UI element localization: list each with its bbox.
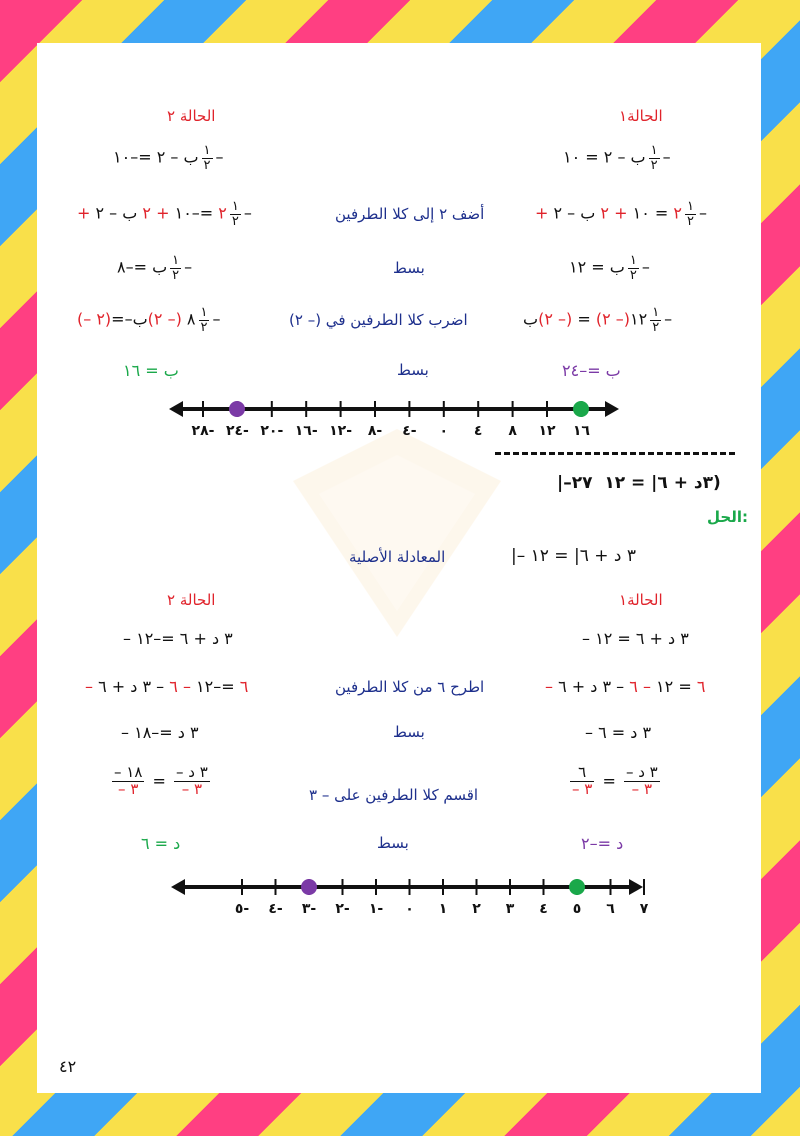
p26-tick-label: ٠ (439, 423, 449, 439)
p26-tick-label: ١٢ (538, 423, 556, 439)
p27-tick-label: ٥ (572, 901, 582, 917)
p26-c2-line1: ب – ٢ =–١٠ $\frac{١}{٢}$ – (113, 143, 224, 173)
p27-c2-fractions: $\frac{- ١٨}{- ٣}$ = $\frac{\text{– ٣ د}}{- ٣}$ (114, 763, 208, 798)
p26-step3: اضرب كلا الطرفين في (– ٢) (289, 311, 468, 329)
p27-c1-line2: – ٦ = ١٢ – ٦ – ٣ د + ٦ (545, 677, 706, 696)
p26-c1-line2: + ٢ = ١٠ + ٢ ب – ٢ $\frac{١}{٢}$ – (535, 199, 707, 229)
p27-tick-label: ٥- (234, 901, 250, 917)
p26-tick-label: ٢٨- (191, 423, 215, 439)
p27-step4: بسط (377, 834, 409, 852)
p27-c2-line3: – ٣ د =–١٨ (121, 723, 199, 742)
p27-c1-fractions: $\frac{٦}{- ٣}$ = $\frac{\text{– ٣ د}}{- ٣}$ (572, 763, 658, 798)
p26-c1-line1: ب – ٢ = ١٠ $\frac{١}{٢}$ – (563, 143, 671, 173)
p27-tick-label: ٠ (405, 901, 414, 917)
p27-tick-label: ٦ (606, 901, 615, 917)
p27-c2-line1: – ٣ د + ٦ =–١٢ (123, 629, 233, 648)
p27-original-label: المعادلة الأصلية (349, 548, 446, 566)
p26-number-line (165, 393, 625, 443)
p27-number-line (167, 871, 647, 921)
p26-case1-title: الحالة١ (619, 107, 663, 125)
p27-c1-line1: – ٣ د + ٦ = ١٢ (582, 629, 689, 648)
p27-step1: اطرح ٦ من كلا الطرفين (335, 678, 485, 696)
p27-arrow-left-icon (171, 879, 185, 895)
p26-tick-label: ١٦- (294, 423, 318, 439)
p27-point-6 (569, 879, 585, 895)
p26-c2-line4: (– ٢)=–٨ (– ٢)ب $\frac{١}{٢}$ – (77, 305, 221, 335)
p27-c2-line2: – ٦ =–١٢ – ٦ – ٣ د + ٦ (85, 677, 249, 696)
p26-tick-label: ١٦ (572, 423, 590, 439)
p27-arrow-right-icon (629, 879, 643, 895)
p27-tick-label: ٣- (301, 901, 317, 917)
page-sheet (37, 43, 761, 1093)
p26-c2-line3: ب =–٨ $\frac{١}{٢}$ – (117, 253, 193, 283)
p26-step4: بسط (397, 361, 429, 379)
p27-tick-label: ٤- (268, 901, 283, 917)
p26-tick-label: ٤ (473, 423, 483, 439)
p26-c2-result: ب = ١٦ (123, 361, 179, 380)
p27-case1-title: الحالة١ (619, 591, 663, 609)
p27-c2-result: د = ٦ (141, 834, 181, 853)
p26-c1-line3: ب = ١٢ $\frac{١}{٢}$ – (569, 253, 650, 283)
p26-arrow-left-icon (169, 401, 183, 417)
p26-tick-label: ٢٠- (260, 423, 284, 439)
p27-tick-label: ٧ (639, 901, 649, 917)
p26-tick-label: ١٢- (329, 423, 353, 439)
p26-point-16 (573, 401, 589, 417)
p26-point-minus24 (229, 401, 245, 417)
p27-solution-label: الحل: (707, 508, 748, 526)
p27-step3: اقسم كلا الطرفين على – ٣ (309, 786, 479, 804)
p27-problem: |–٣د + ٦| = ١٢ ٢٧) (557, 473, 721, 493)
p27-tick-label: ١ (438, 901, 448, 917)
p26-tick-label: ٤- (402, 423, 417, 439)
p26-tick-label: ٨- (367, 423, 383, 439)
p27-step2: بسط (393, 723, 425, 741)
separator-dashed-line (495, 452, 735, 455)
p27-tick-label: ٢ (472, 901, 481, 917)
p27-point-minus2 (301, 879, 317, 895)
p26-tick-label: ٨ (508, 423, 517, 439)
p27-tick-label: ٣ (505, 901, 515, 917)
page-number: ٤٢ (59, 1057, 77, 1076)
p26-step1: أضف ٢ إلى كلا الطرفين (335, 205, 485, 223)
p27-c1-line3: – ٣ د = ٦ (585, 723, 652, 742)
p26-c2-line2: + ٢ =–١٠ + ٢ ب – ٢ $\frac{١}{٢}$ – (77, 199, 252, 229)
p27-tick-label: ٤ (539, 901, 548, 917)
p26-step2: بسط (393, 259, 425, 277)
p26-c1-result: ب =–٢٤ (562, 361, 621, 380)
p27-case2-title: الحالة ٢ (167, 591, 216, 609)
p26-c1-line4: ١٢(– ٢) = (– ٢)ب $\frac{١}{٢}$ – (523, 305, 673, 335)
p26-tick-label: ٢٤- (225, 423, 249, 439)
p27-c1-result: د =–٢ (581, 834, 624, 853)
p26-arrow-right-icon (605, 401, 619, 417)
p27-tick-label: ٢- (335, 901, 350, 917)
p26-case2-title: الحالة ٢ (167, 107, 216, 125)
p27-original-eq: |– ٣ د + ٦| = ١٢ (511, 546, 636, 566)
p27-tick-label: ١- (368, 901, 384, 917)
